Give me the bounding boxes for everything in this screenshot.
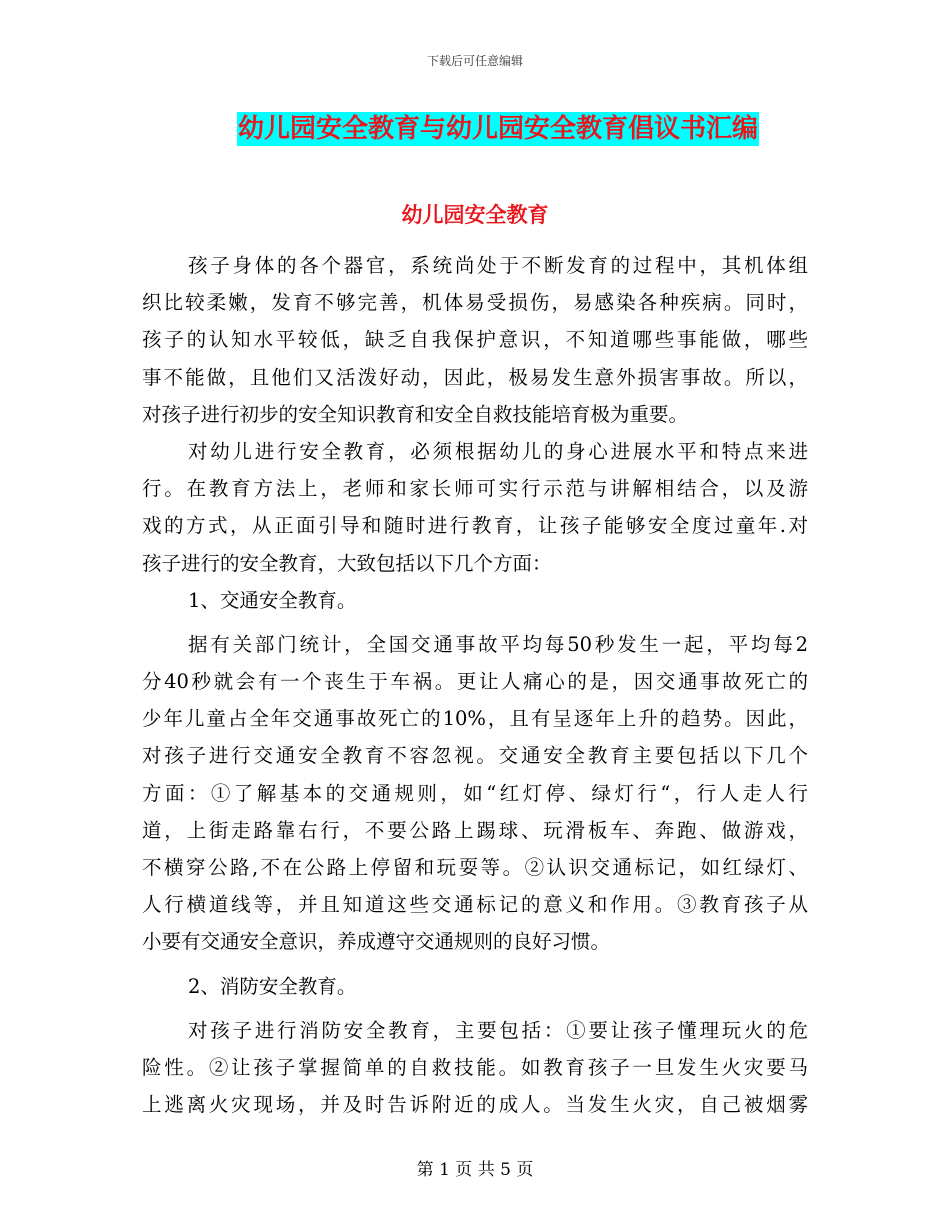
- text-line: 对孩子进行交通安全教育不容忽视。交通安全教育主要包括以下几个: [142, 744, 808, 768]
- footer-label-page: 第: [416, 1160, 434, 1180]
- text-line: 行。在教育方法上，老师和家长师可实行示范与讲解相结合，以及游: [142, 477, 808, 501]
- text-line: 对孩子进行消防安全教育，主要包括：①要让孩子懂理玩火的危: [188, 1018, 808, 1042]
- text-line: 据有关部门统计，全国交通事故平均每50秒发生一起，平均每2: [188, 632, 808, 656]
- footer-label-pages: 页: [516, 1160, 534, 1180]
- text-line: 少年儿童占全年交通事故死亡的10%，且有呈逐年上升的趋势。因此，: [142, 707, 808, 731]
- text-line: 险性。②让孩子掌握简单的自救技能。如教育孩子一旦发生火灾要马: [142, 1055, 808, 1079]
- main-title-container: [0, 112, 950, 146]
- total-pages-number: 5: [500, 1160, 511, 1180]
- main-title: 幼儿园安全教育与幼儿园安全教育倡议书汇编: [237, 114, 758, 144]
- text-line: 道，上街走路靠右行，不要公路上踢球、玩滑板车、奔跑、做游戏，: [142, 818, 808, 842]
- text-line: 事不能做，且他们又活泼好动，因此，极易发生意外损害事故。所以，: [142, 365, 808, 389]
- document-body: [142, 247, 808, 1123]
- text-line: 不横穿公路,不在公路上停留和玩耍等。②认识交通标记，如红绿灯、: [142, 856, 808, 879]
- section-title: 幼儿园安全教育: [401, 203, 549, 227]
- text-line: 孩子进行的安全教育，大致包括以下几个方面：: [142, 551, 552, 575]
- text-line: 小要有交通安全意识，养成遵守交通规则的良好习惯。: [142, 930, 611, 954]
- header-note: 下载后可任意编辑: [426, 54, 523, 68]
- text-line: 上逃离火灾现场，并及时告诉附近的成人。当发生火灾，自己被烟雾: [142, 1093, 808, 1117]
- text-line: 分40秒就会有一个丧生于车祸。更让人痛心的是，因交通事故死亡的: [142, 670, 808, 694]
- section-heading-traffic: 1、交通安全教育。: [188, 588, 357, 612]
- text-line: 戏的方式，从正面引导和随时进行教育，让孩子能够安全度过童年.对: [142, 514, 808, 538]
- text-line: 对孩子进行初步的安全知识教育和安全自救技能培育极为重要。: [142, 402, 689, 426]
- text-line: 孩子的认知水平较低，缺乏自我保护意识，不知道哪些事能做，哪些: [142, 328, 808, 352]
- text-line: 孩子身体的各个器官，系统尚处于不断发育的过程中，其机体组: [188, 254, 808, 277]
- page-footer: [0, 1155, 950, 1180]
- text-line: 方面：①了解基本的交通规则，如“红灯停、绿灯行“，行人走人行: [142, 781, 808, 805]
- current-page-number: 1: [439, 1160, 450, 1180]
- section-heading-fire: 2、消防安全教育。: [188, 974, 357, 998]
- text-line: 织比较柔嫩，发育不够完善，机体易受损伤，易感染各种疾病。同时，: [142, 291, 808, 315]
- text-line: 对幼儿进行安全教育，必须根据幼儿的身心进展水平和特点来进: [188, 439, 808, 463]
- text-line: 人行横道线等，并且知道这些交通标记的意义和作用。③教育孩子从: [142, 893, 808, 917]
- footer-label-of: 页 共: [455, 1160, 495, 1180]
